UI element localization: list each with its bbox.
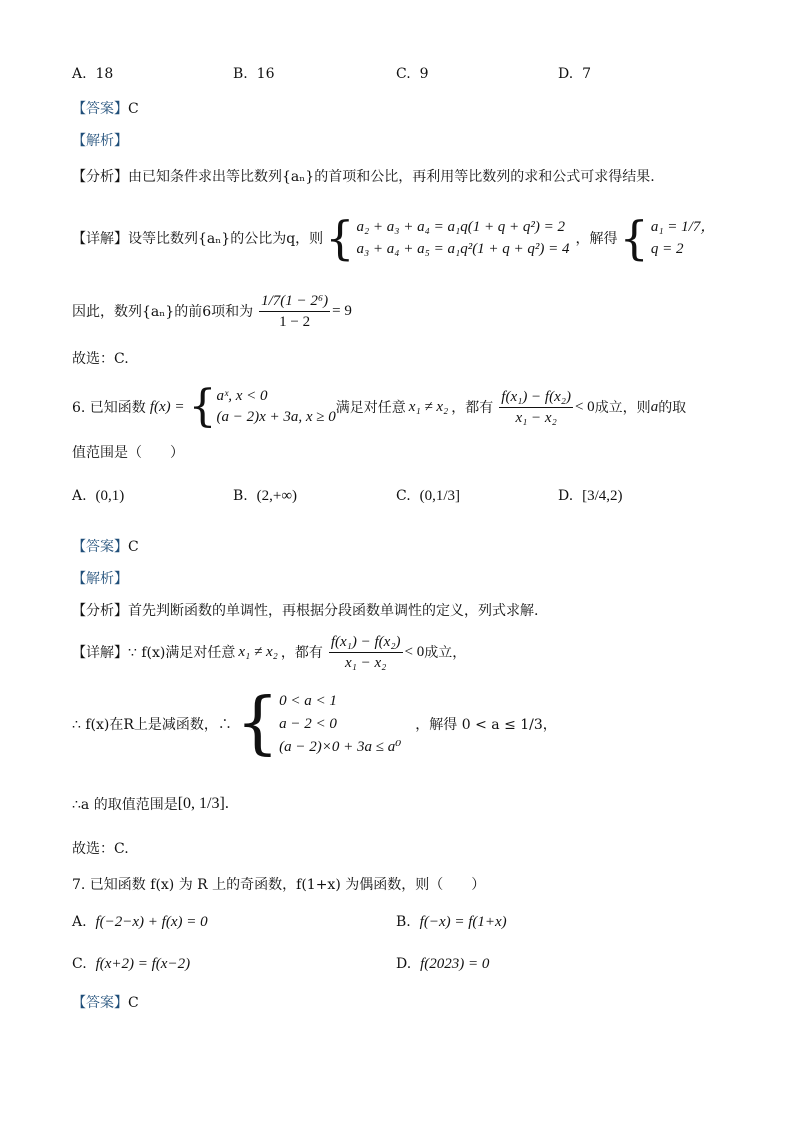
q5-eq1: a₂ + a₃ + a₄ = a₁q(1 + q + q²) = 2 [356, 219, 566, 235]
left-brace: { [235, 684, 280, 763]
left-brace: { [325, 211, 355, 265]
q5-answer: 【答案】C [72, 101, 139, 117]
q5-eq2: a₃ + a₄ + a₅ = a₁q²(1 + q + q²) = 4 [356, 241, 570, 257]
q6-answer: 【答案】C [72, 539, 139, 555]
left-brace: { [188, 381, 217, 432]
q5-hence: 因此，数列{aₙ}的前6项和为 $\frac{\text{1/7(1 − 2⁶)}}{1 - 2}$ = 9 [72, 292, 352, 330]
q6-option-d: D. [3/4,2) [558, 488, 623, 504]
q5-option-c: C. 9 [396, 66, 429, 82]
q7-option-a: A. f(−2−x) + f(x) = 0 [72, 914, 208, 930]
q7-answer: 【答案】C [72, 995, 139, 1011]
q6-piece1: aˣ, x < 0 [216, 388, 268, 404]
q5-xiangjie: 【详解】 设等比数列{aₙ}的公比为q，则 { a₂ + a₃ + a₄ = a₁q(1 + q + q²) = 2 a₃ + a₄ + a₅ = a₁q²(1 + q + q²) = 4 ，解得 { a₁ = 1/7， q = 2 [72, 211, 716, 265]
q6-sys3: (a − 2)×0 + 3a ≤ a⁰ [279, 738, 402, 755]
q6-fenxi: 【分析】首先判断函数的单调性，再根据分段函数单调性的定义，列式求解. [72, 603, 539, 619]
q5-sol2: q = 2 [650, 241, 684, 257]
q7-option-d: D. f(2023) = 0 [396, 956, 490, 972]
q5-sum-denominator: 1 − 2 [279, 313, 311, 330]
q6-analysis-label: 【解析】 [72, 571, 128, 587]
q5-option-b: B. 16 [233, 66, 275, 82]
q6-ineq-tail: < 0 [574, 398, 595, 415]
q6-cond: x₁ ≠ x₂ [408, 398, 449, 415]
q5-sum-result: = 9 [332, 302, 352, 319]
q5-option-a: A. 18 [72, 66, 114, 82]
q5-choose: 故选：C. [72, 351, 129, 367]
q6-sys1: 0 < a < 1 [279, 692, 337, 709]
q5-analysis-label: 【解析】 [72, 133, 128, 149]
q5-fenxi: 【分析】由已知条件求出等比数列{aₙ}的首项和公比，再利用等比数列的求和公式可求得结果. [72, 169, 655, 185]
q6-sys2: a − 2 < 0 [279, 715, 337, 732]
q5-sum-numerator: 1/7(1 − 2⁶) [259, 292, 330, 312]
q6-ineq-denominator: x₁ − x₂ [515, 409, 557, 426]
q6-range: ∴a 的取值范围是 [0, 1/3]. [72, 795, 229, 813]
q6-option-a: A. (0,1) [72, 488, 125, 504]
q5-option-d: D. 7 [558, 66, 592, 82]
q6-piece2: (a − 2)x + 3a, x ≥ 0 [216, 409, 336, 425]
q7-option-c: C. f(x+2) = f(x−2) [72, 956, 191, 972]
q6-stem: 6. 已知函数 f(x) = { aˣ, x < 0 (a − 2)x + 3a, x ≥ 0 满足对任意 x₁ ≠ x₂ ，都有 $\frac{\text{f(x₁) − f(x₂)}}{\text{x₁ − x₂}}$ < 0 成立，则 a 的取 [72, 381, 687, 432]
q6-stem-line2: 值范围是（ ） [72, 445, 184, 461]
q6-ineq-numerator: f(x₁) − f(x₂) [499, 388, 573, 408]
q6-xiangjie: 【详解】 ∵ f(x)满足对任意 x₁ ≠ x₂ ，都有 $\frac{\text{f(x₁) − f(x₂)}}{\text{x₁ − x₂}}$ < 0 成立， [72, 633, 467, 671]
q7-option-b: B. f(−x) = f(1+x) [396, 914, 507, 930]
q6-option-c: C. (0,1/3] [396, 488, 460, 504]
q5-sol1: a₁ = 1/7， [650, 219, 716, 235]
q6-choose: 故选：C. [72, 841, 129, 857]
q7-stem: 7. 已知函数 f(x) 为 R 上的奇函数，f(1+x) 为偶函数，则（ ） [72, 877, 486, 893]
q6-decreasing: ∴ f(x)在R上是减函数，∴ { 0 < a < 1 a − 2 < 0 (a − 2)×0 + 3a ≤ a⁰ ，解得 0 < a ≤ 1/3， [72, 684, 557, 763]
left-brace: { [619, 211, 649, 265]
q6-option-b: B. (2,+∞) [233, 488, 298, 504]
